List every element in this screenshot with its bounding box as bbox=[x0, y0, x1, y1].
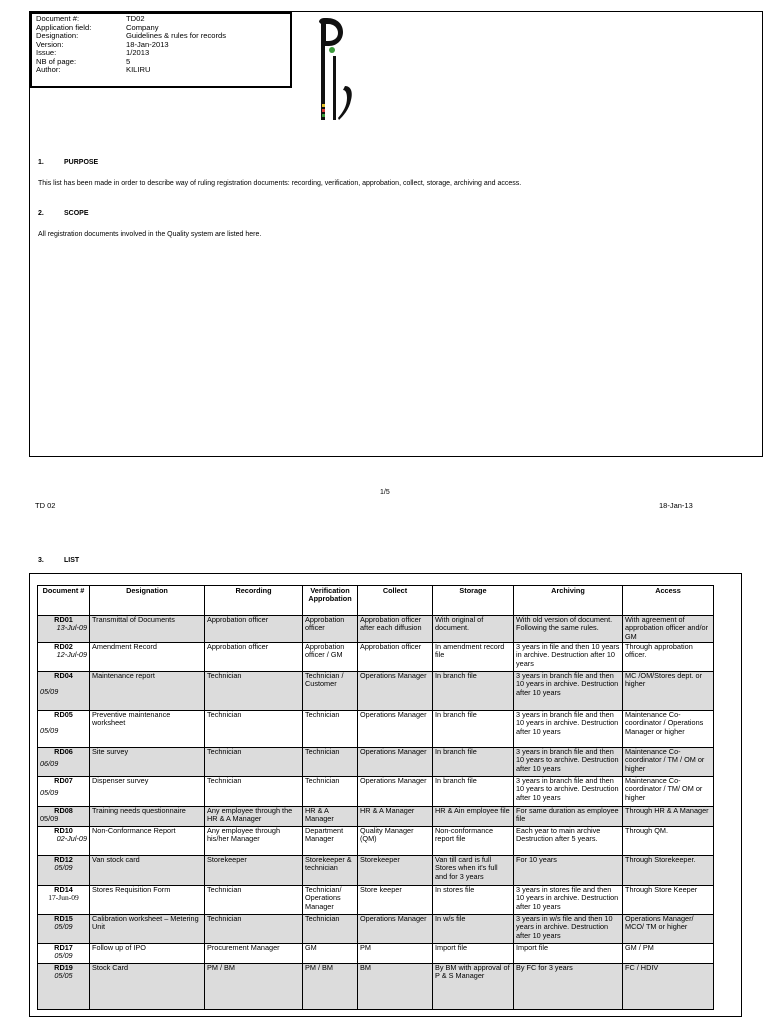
cell-archiving: With old version of document. Following the same rules. bbox=[514, 616, 623, 643]
cell-collect: Operations Manager bbox=[358, 915, 433, 944]
table-row bbox=[38, 777, 714, 807]
cell-archiving: 3 years in file and then 10 years in archive. Destruction after 10 years bbox=[514, 643, 623, 672]
document-date: 02-Jul-09 bbox=[56, 834, 87, 844]
cell-recording: Technician bbox=[205, 777, 303, 807]
cell-designation: Amendment Record bbox=[90, 643, 205, 672]
table-row bbox=[38, 827, 714, 856]
cell-designation: Van stock card bbox=[90, 856, 205, 886]
footer-date: 18-Jan-13 bbox=[659, 501, 693, 510]
info-value: 5 bbox=[126, 56, 131, 66]
table-row bbox=[38, 807, 714, 827]
cell-document bbox=[38, 944, 90, 964]
table-row bbox=[38, 672, 714, 711]
cell-document bbox=[38, 886, 90, 915]
document-date: 05/09 bbox=[40, 687, 59, 697]
document-id: RD14 bbox=[54, 885, 73, 894]
cell-access: FC / HDIV bbox=[623, 964, 714, 1010]
column-header: Designation bbox=[90, 586, 205, 616]
footer-document-id: TD 02 bbox=[35, 501, 56, 510]
cell-access: Through HR & A Manager bbox=[623, 807, 714, 827]
info-row-page-count bbox=[36, 58, 290, 67]
document-date: 05/09 bbox=[54, 863, 73, 873]
cell-designation: Transmittal of Documents bbox=[90, 616, 205, 643]
column-header: Document # bbox=[38, 586, 90, 616]
cell-archiving: 3 years in w/s file and then 10 years in archive. Destruction after 10 years bbox=[514, 915, 623, 944]
cell-designation: Dispenser survey bbox=[90, 777, 205, 807]
purpose-text: This list has been made in order to describe way of ruling registration documents: recording, verification, approbation, collect, storage, archiving and access. bbox=[38, 180, 522, 187]
cell-recording: Technician bbox=[205, 672, 303, 711]
cell-designation: Stores Requisition Form bbox=[90, 886, 205, 915]
table-row bbox=[38, 964, 714, 1010]
cell-collect: Operations Manager bbox=[358, 711, 433, 748]
cell-storage: In branch file bbox=[433, 748, 514, 777]
cell-access: GM / PM bbox=[623, 944, 714, 964]
info-row-version bbox=[36, 41, 290, 50]
info-value: Company bbox=[126, 22, 159, 32]
cell-archiving: For 10 years bbox=[514, 856, 623, 886]
section-number: 1. bbox=[38, 159, 44, 166]
table-row bbox=[38, 643, 714, 672]
document-id: RD01 bbox=[54, 615, 73, 624]
document-id: RD12 bbox=[54, 855, 73, 864]
info-label: Author: bbox=[36, 65, 61, 74]
cell-storage: Van till card is full Stores when it's full and for 3 years bbox=[433, 856, 514, 886]
cell-document bbox=[38, 964, 90, 1010]
cell-verification: Technician bbox=[303, 915, 358, 944]
cell-designation: Non-Conformance Report bbox=[90, 827, 205, 856]
info-label: Issue: bbox=[36, 48, 57, 57]
cell-collect: Storekeeper bbox=[358, 856, 433, 886]
cell-storage: In branch file bbox=[433, 777, 514, 807]
cell-storage: In w/s file bbox=[433, 915, 514, 944]
cell-collect: Approbation officer after each diffusion bbox=[358, 616, 433, 643]
document-info-box bbox=[30, 12, 292, 88]
document-id: RD02 bbox=[54, 642, 73, 651]
cell-document bbox=[38, 643, 90, 672]
cell-document bbox=[38, 748, 90, 777]
document-id: RD04 bbox=[54, 671, 73, 680]
document-id: RD06 bbox=[54, 747, 73, 756]
cell-recording: Any employee through his/her Manager bbox=[205, 827, 303, 856]
cell-collect: Operations Manager bbox=[358, 777, 433, 807]
cell-storage: In stores file bbox=[433, 886, 514, 915]
cell-collect: BM bbox=[358, 964, 433, 1010]
cell-archiving: 3 years in stores file and then 10 years in archive. Destruction after 10 years bbox=[514, 886, 623, 915]
column-header: Access bbox=[623, 586, 714, 616]
cell-collect: PM bbox=[358, 944, 433, 964]
section-title: PURPOSE bbox=[64, 159, 99, 166]
section-number: 3. bbox=[38, 557, 44, 564]
document-id: RD08 bbox=[54, 806, 73, 815]
cell-archiving: Import file bbox=[514, 944, 623, 964]
column-header: Verification Approbation bbox=[303, 586, 358, 616]
document-date: 17-Jun-09 bbox=[48, 893, 79, 903]
cell-verification: Technician bbox=[303, 748, 358, 777]
cell-collect: Quality Manager (QM) bbox=[358, 827, 433, 856]
cell-verification: PM / BM bbox=[303, 964, 358, 1010]
document-date: 05/09 bbox=[54, 922, 73, 932]
cell-designation: Training needs questionnaire bbox=[90, 807, 205, 827]
info-label: Application field: bbox=[36, 22, 92, 32]
cell-collect: Store keeper bbox=[358, 886, 433, 915]
document-date: 06/09 bbox=[40, 759, 59, 769]
column-header: Collect bbox=[358, 586, 433, 616]
info-label: Version: bbox=[36, 39, 64, 49]
cell-recording: PM / BM bbox=[205, 964, 303, 1010]
cell-document bbox=[38, 711, 90, 748]
cell-access: Operations Manager/ MCO/ TM or higher bbox=[623, 915, 714, 944]
column-header: Recording bbox=[205, 586, 303, 616]
cell-recording: Technician bbox=[205, 886, 303, 915]
cell-access: With agreement of approbation officer and/or GM bbox=[623, 616, 714, 643]
cell-verification: Approbation officer bbox=[303, 616, 358, 643]
document-id: RD15 bbox=[54, 914, 73, 923]
cell-document bbox=[38, 827, 90, 856]
cell-access: MC /OM/Stores dept. or higher bbox=[623, 672, 714, 711]
page-one bbox=[29, 11, 763, 457]
cell-access: Maintenance Co-coordinator / Operations Manager or higher bbox=[623, 711, 714, 748]
cell-storage: Import file bbox=[433, 944, 514, 964]
cell-recording: Storekeeper bbox=[205, 856, 303, 886]
cell-storage: In branch file bbox=[433, 672, 514, 711]
cell-recording: Any employee through the HR & A Manager bbox=[205, 807, 303, 827]
cell-access: Through QM. bbox=[623, 827, 714, 856]
records-table bbox=[37, 585, 714, 1010]
purpose-heading bbox=[38, 159, 98, 166]
cell-designation: Calibration worksheet – Metering Unit bbox=[90, 915, 205, 944]
page-two bbox=[29, 573, 742, 1017]
cell-designation: Preventive maintenance worksheet bbox=[90, 711, 205, 748]
cell-archiving: By FC for 3 years bbox=[514, 964, 623, 1010]
scope-heading bbox=[38, 210, 89, 217]
cell-document bbox=[38, 856, 90, 886]
document-id: RD10 bbox=[54, 826, 73, 835]
list-heading bbox=[38, 557, 79, 564]
document-date: 05/05 bbox=[54, 971, 73, 981]
section-title: LIST bbox=[64, 557, 80, 564]
cell-recording: Technician bbox=[205, 915, 303, 944]
cell-archiving: Each year to main archive Destruction after 5 years. bbox=[514, 827, 623, 856]
info-value: KILIRU bbox=[126, 65, 151, 74]
page-number: 1/5 bbox=[380, 489, 390, 496]
info-label: Designation: bbox=[36, 31, 79, 40]
cell-access: Through Storekeeper. bbox=[623, 856, 714, 886]
cell-verification: Technician bbox=[303, 777, 358, 807]
cell-archiving: For same duration as employee file bbox=[514, 807, 623, 827]
table-row bbox=[38, 748, 714, 777]
table-row bbox=[38, 616, 714, 643]
document-date: 05/09 bbox=[54, 951, 73, 961]
cell-verification: GM bbox=[303, 944, 358, 964]
cell-designation: Site survey bbox=[90, 748, 205, 777]
cell-storage: With original of document. bbox=[433, 616, 514, 643]
cell-document bbox=[38, 616, 90, 643]
cell-verification: HR & A Manager bbox=[303, 807, 358, 827]
cell-verification: Technician/ Operations Manager bbox=[303, 886, 358, 915]
cell-collect: HR & A Manager bbox=[358, 807, 433, 827]
info-value: 1/2013 bbox=[126, 48, 150, 57]
cell-collect: Approbation officer bbox=[358, 643, 433, 672]
document-id: RD07 bbox=[54, 776, 73, 785]
document-date: 05/09 bbox=[40, 726, 59, 736]
cell-access: Maintenance Co-coordinator / TM / OM or higher bbox=[623, 748, 714, 777]
cell-recording: Approbation officer bbox=[205, 643, 303, 672]
cell-document bbox=[38, 915, 90, 944]
scope-text: All registration documents involved in the Quality system are listed here. bbox=[38, 231, 262, 238]
cell-archiving: 3 years in branch file and then 10 years in archive. Destruction after 10 years bbox=[514, 711, 623, 748]
table-row bbox=[38, 856, 714, 886]
cell-access: Through Store Keeper bbox=[623, 886, 714, 915]
cell-verification: Technician / Customer bbox=[303, 672, 358, 711]
cell-archiving: 3 years in branch file and then 10 years in archive. Destruction after 10 years bbox=[514, 672, 623, 711]
cell-access: Through approbation officer. bbox=[623, 643, 714, 672]
document-date: 13-Jul-09 bbox=[56, 623, 87, 633]
table-row bbox=[38, 886, 714, 915]
cell-verification: Approbation officer / GM bbox=[303, 643, 358, 672]
cell-verification: Technician bbox=[303, 711, 358, 748]
cell-archiving: 3 years in branch file and then 10 years to archive. Destruction after 10 years bbox=[514, 777, 623, 807]
cell-storage: By BM with approval of P & S Manager bbox=[433, 964, 514, 1010]
cell-access: Maintenance Co-coordinator / TM/ OM or higher bbox=[623, 777, 714, 807]
cell-recording: Technician bbox=[205, 748, 303, 777]
table-header-row bbox=[38, 586, 714, 616]
section-title: SCOPE bbox=[64, 210, 89, 217]
column-header: Storage bbox=[433, 586, 514, 616]
cell-verification: Storekeeper & technician bbox=[303, 856, 358, 886]
info-label: NB of page: bbox=[36, 56, 77, 66]
cell-storage: Non-conformance report file bbox=[433, 827, 514, 856]
info-value: Guidelines & rules for records bbox=[126, 31, 227, 40]
cell-storage: In branch file bbox=[433, 711, 514, 748]
table-row bbox=[38, 944, 714, 964]
info-value: TD02 bbox=[126, 14, 145, 23]
cell-collect: Operations Manager bbox=[358, 672, 433, 711]
column-header: Archiving bbox=[514, 586, 623, 616]
cell-collect: Operations Manager bbox=[358, 748, 433, 777]
cell-verification: Department Manager bbox=[303, 827, 358, 856]
document-id: RD19 bbox=[54, 963, 73, 972]
company-logo bbox=[313, 16, 355, 122]
cell-designation: Stock Card bbox=[90, 964, 205, 1010]
cell-document bbox=[38, 672, 90, 711]
section-number: 2. bbox=[38, 210, 44, 217]
document-date: 12-Jul-09 bbox=[56, 650, 87, 660]
table-row bbox=[38, 711, 714, 748]
document-date: 05/09 bbox=[40, 814, 59, 824]
document-id: RD05 bbox=[54, 710, 73, 719]
document-date: 05/09 bbox=[40, 788, 59, 798]
cell-document bbox=[38, 807, 90, 827]
cell-recording: Procurement Manager bbox=[205, 944, 303, 964]
cell-recording: Approbation officer bbox=[205, 616, 303, 643]
cell-recording: Technician bbox=[205, 711, 303, 748]
info-row-author bbox=[36, 66, 290, 75]
cell-document bbox=[38, 777, 90, 807]
table-row bbox=[38, 915, 714, 944]
cell-storage: In amendment record file bbox=[433, 643, 514, 672]
cell-designation: Maintenance report bbox=[90, 672, 205, 711]
cell-archiving: 3 years in branch file and then 10 years to archive. Destruction after 10 years bbox=[514, 748, 623, 777]
document-id: RD17 bbox=[54, 943, 73, 952]
cell-storage: HR & Ain employee file bbox=[433, 807, 514, 827]
info-value: 18-Jan-2013 bbox=[126, 39, 169, 49]
cell-designation: Follow up of IPO bbox=[90, 944, 205, 964]
info-label: Document #: bbox=[36, 14, 80, 23]
